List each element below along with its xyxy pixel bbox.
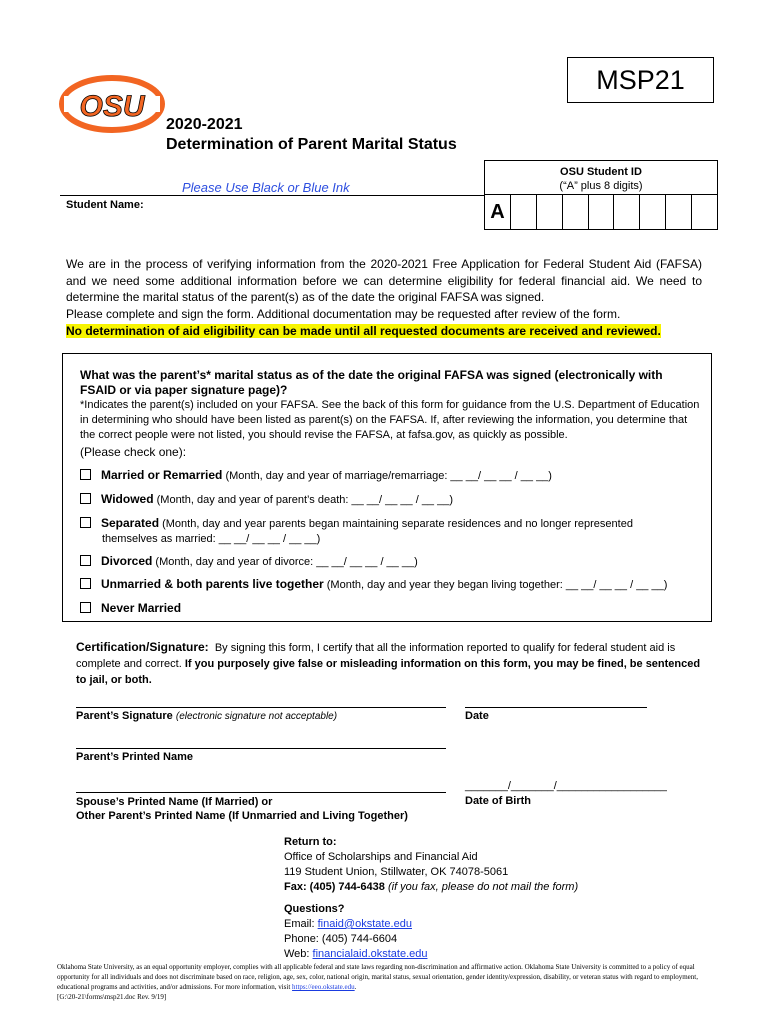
parent-signature-note: (electronic signature not acceptable) (175, 711, 338, 722)
parent-signature-label (76, 710, 337, 722)
web-row (284, 947, 578, 962)
eligibility-warning: No determination of aid eligibility can be made until all requested documents are received and reviewed. (66, 323, 661, 338)
checkbox[interactable] (80, 469, 91, 480)
form-title: Determination of Parent Marital Status (166, 136, 457, 153)
check-one-label: (Please check one): (80, 445, 187, 459)
certification-text: By signing this form, I certify that all the information reported to qualify for federal student aid is complete and correct. (76, 642, 676, 670)
instructions-paragraph (66, 306, 702, 339)
student-id-prefix: A (490, 200, 505, 223)
certification-warning: If you purposely give false or misleading information on this form, you may be fined, be sentenced to jail, or both. (76, 658, 701, 686)
option-label: Divorced (101, 554, 153, 568)
spouse-label-line2: Other Parent’s Printed Name (If Unmarried and Living Together) (76, 810, 408, 822)
eeo-text: Oklahoma State University, as an equal opportunity employer, complies with all applicable federal and state laws regarding non-discrimination and affirmative action. Oklahoma State University is committed to a policy of equal opportunity for all individuals and does not discriminate based on race, religion, age, sex, color, national origin, marital status, sexual orientation, gender identity/expression, disability, or veteran status with regard to employment, educational programs and activities, and/or admissions. For more information, visit (57, 963, 698, 991)
parent-signature-line[interactable] (76, 707, 446, 708)
web-label: Web: (284, 948, 313, 960)
option-separated[interactable] (80, 516, 705, 547)
ink-note: Please Use Black or Blue Ink (182, 180, 350, 195)
student-name-label: Student Name: (66, 199, 144, 211)
student-id-digit-7[interactable] (665, 195, 691, 229)
dob-blank[interactable]: _______/_______/__________________ (465, 780, 667, 792)
student-id-digit-1[interactable] (510, 195, 536, 229)
checkbox[interactable] (80, 555, 91, 566)
eeo-footer (57, 962, 717, 1002)
certification-block (76, 639, 706, 688)
checkbox[interactable] (80, 602, 91, 613)
phone: Phone: (405) 744-6604 (284, 933, 398, 945)
eeo-text-end: . (354, 983, 357, 991)
student-id-digit-3[interactable] (562, 195, 588, 229)
student-id-grid (484, 194, 718, 230)
form-code: MSP21 (596, 64, 685, 95)
return-title: Return to: (284, 836, 337, 848)
web-link[interactable]: financialaid.okstate.edu (312, 948, 428, 960)
student-id-digit-8[interactable] (691, 195, 717, 229)
date-label: Date (465, 710, 489, 722)
form-code-box (567, 57, 714, 103)
parent-printed-line[interactable] (76, 748, 446, 749)
questions-title: Questions? (284, 903, 345, 915)
student-id-digit-2[interactable] (536, 195, 562, 229)
return-address: 119 Student Union, Stillwater, OK 74078-5061 (284, 866, 509, 878)
parent-note: *Indicates the parent(s) included on your FAFSA. See the back of this form for guidance from the U.S. Department of Education in determining who should have been listed as parent(s) on the FAFSA. If, after reviewing the information, you determine that the correct people were not listed, you should revise the FAFSA, at fafsa.gov, as quickly as possible. (80, 399, 700, 441)
instructions-text: Please complete and sign the form. Additional documentation may be requested after review of the form. (66, 307, 621, 321)
option-label: Widowed (101, 492, 154, 506)
option-detail: (Month, day and year they began living together: __ __/ __ __ / __ __) (323, 579, 668, 591)
spouse-printed-label (76, 795, 408, 823)
option-detail: (Month, day and year of marriage/remarriage: __ __/ __ __ / __ __) (222, 470, 552, 482)
marital-status-question: What was the parent’s* marital status as of the date the original FAFSA was signed (electronically with FSAID or via paper signature page)? (80, 368, 663, 397)
certification-label: Certification/Signature: (76, 640, 209, 654)
student-id-digit-4[interactable] (588, 195, 614, 229)
parent-printed-label: Parent’s Printed Name (76, 751, 193, 763)
option-label: Separated (101, 516, 160, 530)
student-id-digit-5[interactable] (613, 195, 639, 229)
email-row (284, 917, 578, 932)
checkbox[interactable] (80, 517, 91, 528)
option-unmarried-together[interactable] (80, 577, 705, 593)
option-label: Unmarried & both parents live together (101, 577, 324, 591)
student-id-digit-6[interactable] (639, 195, 665, 229)
option-never-married[interactable] (80, 601, 705, 617)
checkbox[interactable] (80, 493, 91, 504)
option-detail-continued: themselves as married: __ __/ __ __ / __ __) (102, 533, 321, 545)
checkbox[interactable] (80, 578, 91, 589)
date-line[interactable] (465, 707, 647, 708)
spouse-label-line1: Spouse’s Printed Name (If Married) or (76, 796, 273, 808)
student-id-title: OSU Student ID (560, 166, 642, 178)
option-widowed[interactable] (80, 492, 705, 508)
dob-label: Date of Birth (465, 795, 531, 807)
student-id-hint: (“A” plus 8 digits) (559, 180, 643, 192)
return-fax (284, 880, 578, 895)
option-detail: (Month, day and year of divorce: __ __/ __ __ / __ __) (152, 556, 418, 568)
option-label: Married or Remarried (101, 468, 223, 482)
option-label: Never Married (101, 601, 182, 615)
intro-paragraph: We are in the process of verifying information from the 2020-2021 Free Application for Federal Student Aid (FAFSA) and we need some additional information before we can determine eligibility for federal financial aid. We need to determine the marital status of the parent(s) as of the date the original FAFSA was signed. (66, 257, 702, 304)
return-block (284, 835, 578, 962)
option-married[interactable] (80, 468, 705, 484)
logo-text: OSU (79, 90, 145, 123)
student-id-header (484, 160, 718, 195)
return-office: Office of Scholarships and Financial Aid (284, 851, 478, 863)
option-detail: (Month, day and year parents began maintaining separate residences and no longer represented (159, 518, 633, 530)
form-year: 2020-2021 (166, 116, 243, 133)
osu-logo (58, 74, 166, 134)
eeo-link[interactable]: https://eeo.okstate.edu (292, 983, 355, 991)
student-name-rule (60, 195, 484, 196)
spouse-printed-line[interactable] (76, 792, 446, 793)
email-link[interactable]: finaid@okstate.edu (317, 918, 412, 930)
fax-note: (if you fax, please do not mail the form) (384, 881, 579, 893)
option-detail: (Month, day and year of parent’s death: __ __/ __ __ / __ __) (153, 494, 454, 506)
email-label: Email: (284, 918, 318, 930)
parent-signature-text: Parent’s Signature (76, 710, 173, 722)
option-divorced[interactable] (80, 554, 705, 570)
fax-number: Fax: (405) 744-6438 (284, 881, 385, 893)
doc-reference: [G:\20-21\forms\msp21.doc Rev. 9/19] (57, 993, 167, 1001)
